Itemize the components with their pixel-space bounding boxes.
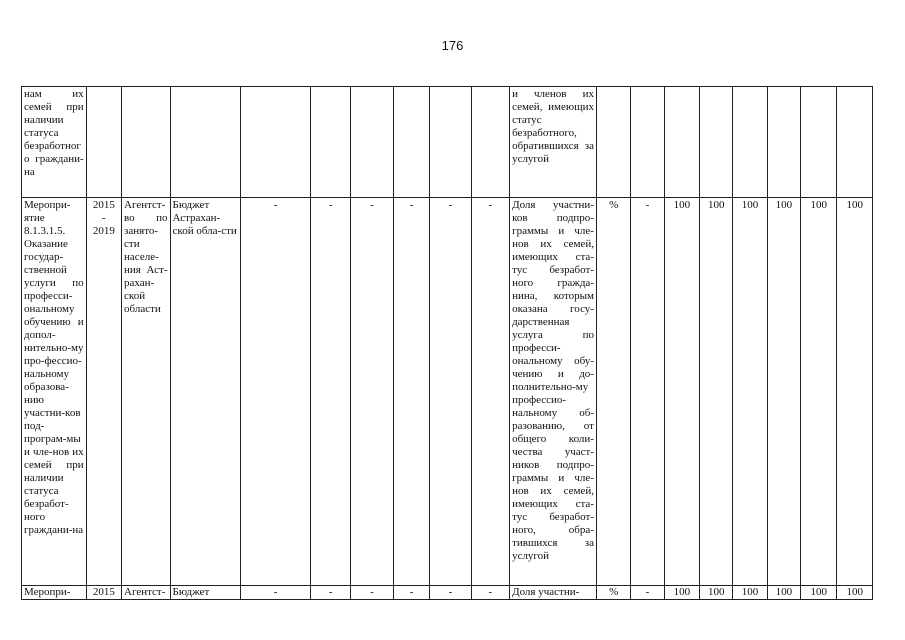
funding-amount-cell: - — [311, 198, 351, 586]
indicator-cell: Доля участни- — [510, 586, 597, 600]
target-value-cell: 100 — [767, 198, 800, 586]
unit-cell: % — [596, 198, 630, 586]
funding-amount-cell: - — [241, 198, 311, 586]
target-value-cell: 100 — [700, 198, 733, 586]
target-value-cell: 100 — [664, 198, 699, 586]
target-value-cell — [733, 87, 767, 198]
funding-amount-cell: - — [393, 586, 429, 600]
years-cell: 2015 - 2019 — [86, 198, 121, 586]
funding-amount-cell: - — [430, 198, 471, 586]
table-row — [22, 586, 873, 600]
years-cell: 2015 — [86, 586, 121, 600]
unit-cell: % — [596, 586, 630, 600]
measure-cell: Меропри-ятие 8.1.3.1.5. Оказание государ-ственной услуги по професси-ональному обучению и допол-нительно-му про-фессио-нальному образова-нию участни-ков под-програм-мы и чле-нов их семей при наличии статуса безработ-ного граждани-на — [22, 198, 87, 586]
indicator-cell: Доля участни-ков подпро-граммы и чле-нов их семей, имеющих ста-тус безработ-ного гражда-нина, которым оказана госу-дарственная услуга по професси-ональному обу-чению и до-полнительно-му профессио-нальному об-разованию, от общего коли-чества участ-ников подпро-граммы и чле-нов их семей, имеющих ста-тус безработ-ного, обра-тившихся за услугой — [510, 198, 597, 586]
funding-amount-cell: - — [471, 198, 509, 586]
measure-cell: нам их семей при наличии статуса безработного граждани-на — [22, 87, 87, 198]
funding-amount-cell: - — [351, 586, 393, 600]
target-value-cell: 100 — [837, 586, 873, 600]
funding-amount-cell: - — [241, 586, 311, 600]
funding-amount-cell: - — [471, 586, 509, 600]
target-value-cell — [664, 87, 699, 198]
funding-amount-cell: - — [430, 586, 471, 600]
target-value-cell: 100 — [733, 198, 767, 586]
indicator-cell: и членов их семей, имеющих статус безработного, обратившихся за услугой — [510, 87, 597, 198]
funding-amount-cell — [351, 87, 393, 198]
funding-source-cell: Бюджет Астрахан-ской обла-сти — [170, 198, 241, 586]
funding-amount-cell — [430, 87, 471, 198]
funding-amount-cell — [393, 87, 429, 198]
target-value-cell: 100 — [801, 198, 837, 586]
funding-source-cell: Бюджет — [170, 586, 241, 600]
executor-cell: Агентст- — [122, 586, 171, 600]
target-value-cell: 100 — [700, 586, 733, 600]
target-value-cell — [837, 87, 873, 198]
unit-cell — [596, 87, 630, 198]
executor-cell — [122, 87, 171, 198]
target-value-cell: 100 — [664, 586, 699, 600]
funding-amount-cell: - — [351, 198, 393, 586]
target-value-cell: 100 — [837, 198, 873, 586]
program-measures-table — [21, 86, 873, 600]
table-body — [22, 87, 873, 600]
table-row — [22, 198, 873, 586]
target-value-cell: 100 — [767, 586, 800, 600]
funding-amount-cell: - — [393, 198, 429, 586]
base-value-cell: - — [631, 198, 664, 586]
funding-amount-cell — [241, 87, 311, 198]
target-value-cell: 100 — [733, 586, 767, 600]
page-number: 176 — [441, 38, 464, 53]
target-value-cell: 100 — [801, 586, 837, 600]
measure-cell: Меропри- — [22, 586, 87, 600]
target-value-cell — [767, 87, 800, 198]
funding-amount-cell — [311, 87, 351, 198]
executor-cell: Агентст-во по занято-сти населе-ния Аст-рахан-ской области — [122, 198, 171, 586]
target-value-cell — [700, 87, 733, 198]
years-cell — [86, 87, 121, 198]
target-value-cell — [801, 87, 837, 198]
base-value-cell — [631, 87, 664, 198]
funding-amount-cell: - — [311, 586, 351, 600]
funding-amount-cell — [471, 87, 509, 198]
base-value-cell: - — [631, 586, 664, 600]
funding-source-cell — [170, 87, 241, 198]
table-row — [22, 87, 873, 198]
